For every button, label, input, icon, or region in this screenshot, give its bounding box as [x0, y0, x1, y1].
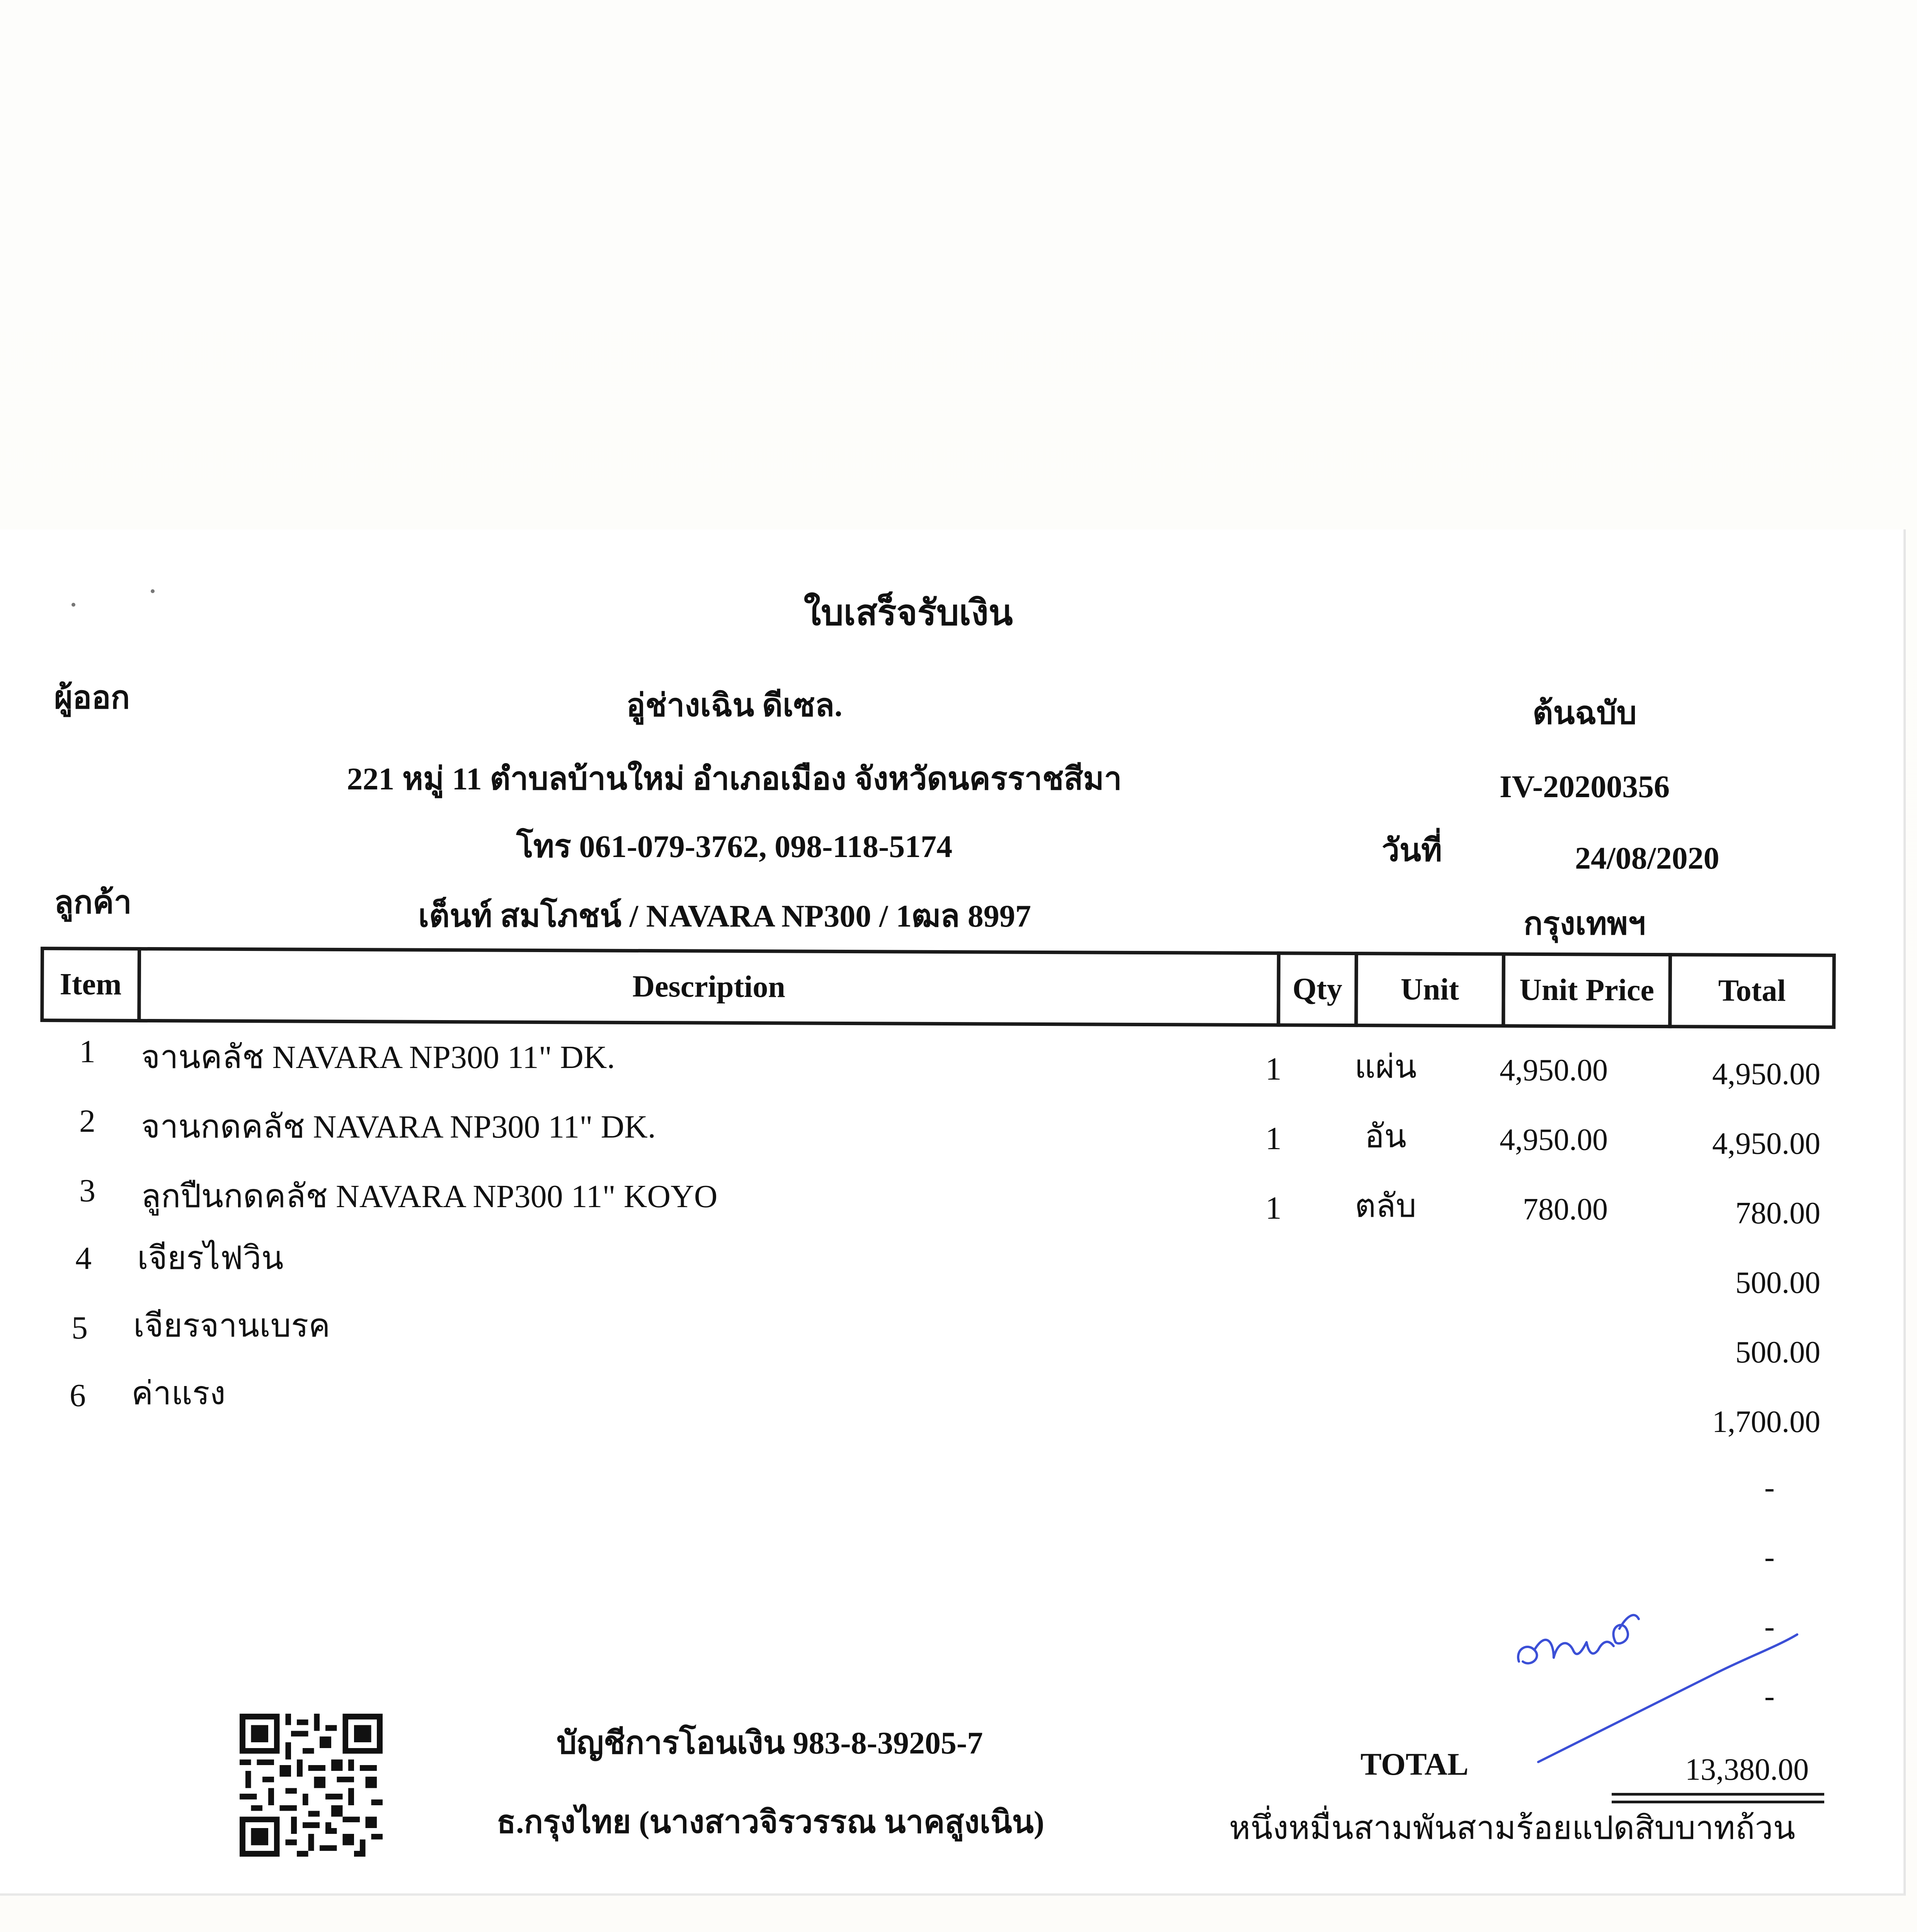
customer-city: กรุงเทพฯ [1524, 906, 1646, 941]
customer-label: ลูกค้า [54, 885, 132, 920]
row-unit-price: 4,950.00 [1500, 1053, 1608, 1087]
row-unit: ตลับ [1355, 1188, 1416, 1224]
issuer-label: ผู้ออก [54, 680, 130, 715]
row-item: 5 [72, 1310, 88, 1346]
document-title: ใบเสร็จรับเงิน [804, 593, 1013, 633]
row-qty: 1 [1265, 1190, 1282, 1226]
row-item: 3 [79, 1173, 95, 1209]
header-description: Description [137, 947, 1280, 1027]
signature-icon [1500, 1584, 1809, 1801]
row-description: จานคลัช NAVARA NP300 11" DK. [141, 1039, 615, 1075]
issuer-phone: โทร 061-079-3762, 098-118-5174 [516, 829, 953, 864]
empty-total-dash: - [1764, 1679, 1775, 1713]
scan-speck [151, 589, 155, 593]
issuer-address: 221 หมู่ 11 ตำบลบ้านใหม่ อำเภอเมือง จังหวัดนครราชสีมา [347, 761, 1122, 796]
empty-total-dash: - [1764, 1610, 1775, 1644]
total-in-words: หนึ่งหมื่นสามพันสามร้อยแปดสิบบาทถ้วน [1229, 1810, 1796, 1846]
row-description: ลูกปืนกดคลัช NAVARA NP300 11" KOYO [141, 1179, 718, 1214]
row-item: 4 [75, 1240, 92, 1276]
row-unit-price: 4,950.00 [1500, 1123, 1608, 1157]
date-value: 24/08/2020 [1575, 840, 1720, 876]
row-description: ค่าแรง [131, 1376, 226, 1412]
row-item: 1 [79, 1034, 95, 1070]
customer-name: เต็นท์ สมโภชน์ / NAVARA NP300 / 1ฒล 8997 [418, 898, 1031, 934]
qr-code-icon [240, 1714, 383, 1857]
row-total: 500.00 [1735, 1266, 1820, 1300]
row-unit: อัน [1365, 1119, 1406, 1155]
table-header [40, 947, 1836, 1035]
bank-account: บัญชีการโอนเงิน 983-8-39205-7 [557, 1725, 983, 1760]
header-unit: Unit [1354, 952, 1505, 1027]
total-label: TOTAL [1360, 1747, 1469, 1782]
row-total: 4,950.00 [1712, 1127, 1820, 1161]
header-qty: Qty [1277, 951, 1358, 1027]
row-unit-price: 780.00 [1523, 1192, 1608, 1226]
row-total: 780.00 [1735, 1196, 1820, 1230]
total-underline [1612, 1801, 1824, 1803]
row-total: 4,950.00 [1712, 1057, 1820, 1091]
header-unit-price: Unit Price [1502, 952, 1672, 1029]
header-total: Total [1668, 953, 1836, 1029]
empty-total-dash: - [1764, 1471, 1775, 1505]
header-item: Item [40, 947, 141, 1022]
row-description: เจียรจานเบรค [133, 1308, 330, 1344]
row-item: 6 [70, 1378, 86, 1413]
scan-speck [72, 603, 75, 607]
row-qty: 1 [1265, 1121, 1282, 1156]
bank-name: ธ.กรุงไทย (นางสาวจิรวรรณ นาคสูงเนิน) [497, 1804, 1044, 1840]
row-total: 500.00 [1735, 1335, 1820, 1369]
row-description: เจียรไฟวิน [137, 1240, 284, 1276]
row-description: จานกดคลัช NAVARA NP300 11" DK. [141, 1109, 656, 1145]
total-value: 13,380.00 [1685, 1753, 1809, 1787]
invoice-number: IV-20200356 [1499, 769, 1670, 804]
empty-total-dash: - [1764, 1540, 1775, 1574]
date-label: วันที่ [1382, 833, 1442, 868]
row-item: 2 [79, 1103, 95, 1139]
row-unit: แผ่น [1354, 1049, 1417, 1085]
issuer-name: อู่ช่างเฉิน ดีเซล. [626, 688, 843, 723]
row-qty: 1 [1265, 1051, 1282, 1087]
copy-label: ต้นฉบับ [1532, 696, 1637, 731]
row-total: 1,700.00 [1712, 1405, 1820, 1439]
